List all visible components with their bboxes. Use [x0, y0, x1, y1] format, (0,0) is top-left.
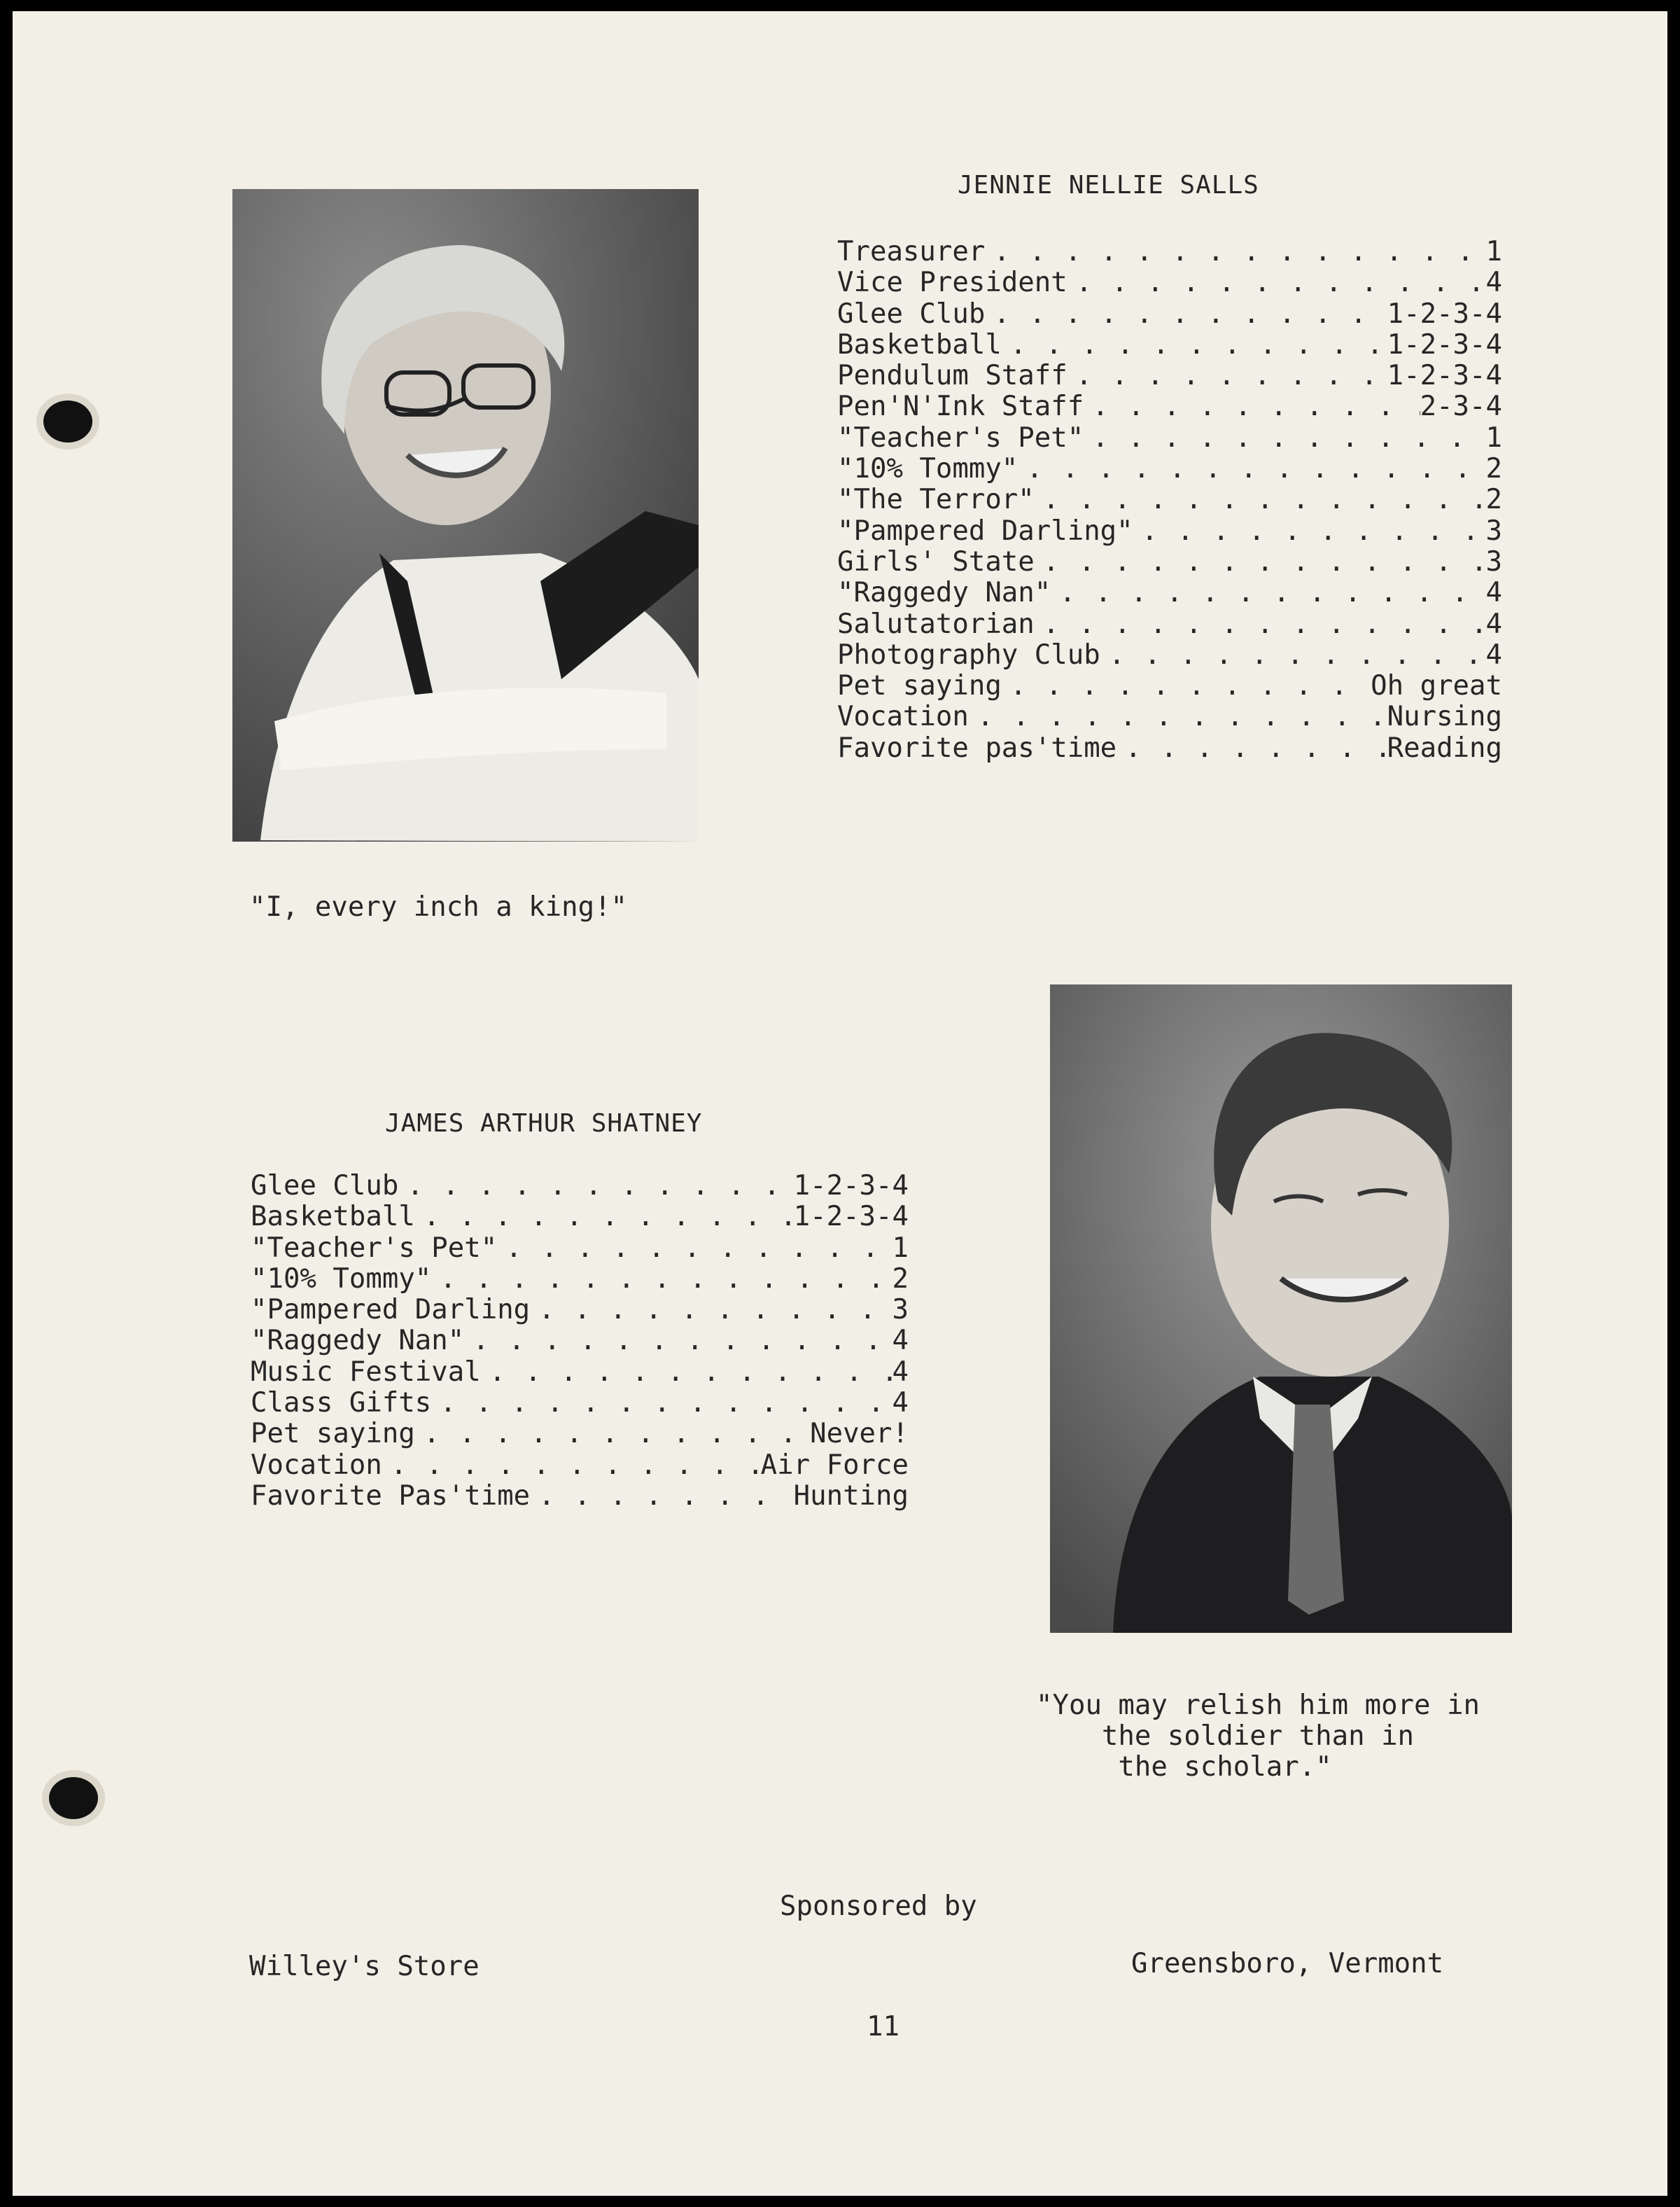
- activity-label: Girls' State: [837, 545, 1035, 578]
- dot-leader: [1084, 391, 1420, 422]
- activity-years: 1: [1485, 422, 1502, 454]
- activity-years: 1: [1485, 236, 1502, 267]
- portrait-photo-girl: [232, 189, 699, 842]
- page-number: 11: [867, 2011, 899, 2042]
- activity-years: Never!: [810, 1418, 909, 1450]
- dot-leader: [1084, 423, 1485, 454]
- activity-list-james: [251, 1171, 909, 1512]
- dot-leader: [1051, 578, 1485, 608]
- activity-years: 4: [1485, 639, 1502, 671]
- activity-years: 3: [1485, 545, 1502, 578]
- dot-leader: [481, 1357, 892, 1388]
- activity-label: Vocation: [837, 701, 969, 733]
- dot-leader: [1002, 671, 1371, 702]
- activity-label: Pet saying: [251, 1418, 415, 1450]
- activity-years: 1: [892, 1232, 909, 1264]
- activity-years: 2: [892, 1262, 909, 1295]
- activity-years: Nursing: [1387, 701, 1502, 733]
- activity-years: 4: [892, 1325, 909, 1357]
- dot-leader: [530, 1295, 892, 1325]
- activity-label: "Pampered Darling: [251, 1294, 531, 1326]
- dot-leader: [1035, 485, 1486, 515]
- jennie-activity-row: [837, 640, 1502, 671]
- james-activity-row: [251, 1264, 909, 1295]
- jennie-activity-row: [837, 671, 1502, 702]
- dot-leader: [497, 1233, 892, 1264]
- dot-leader: [530, 1481, 793, 1512]
- quote-james: "You may relish him more in the soldier than in the scholar.": [1036, 1690, 1480, 1783]
- activity-years: 4: [1485, 608, 1502, 640]
- dot-leader: [464, 1325, 892, 1356]
- student-name-james: JAMES ARTHUR SHATNEY: [385, 1109, 703, 1138]
- dot-leader: [415, 1419, 810, 1449]
- jennie-activity-row: [837, 485, 1502, 515]
- jennie-activity-row: [837, 391, 1502, 422]
- activity-label: "10% Tommy": [251, 1262, 432, 1295]
- portrait-boy-figure: [1050, 984, 1512, 1633]
- jennie-activity-row: [837, 547, 1502, 578]
- jennie-activity-row: [837, 423, 1502, 454]
- activity-label: Favorite pas'time: [837, 732, 1117, 764]
- activity-label: Treasurer: [837, 236, 986, 267]
- dot-leader: [1035, 547, 1486, 578]
- activity-label: Vice President: [837, 267, 1068, 299]
- activity-label: "Teacher's Pet": [837, 422, 1084, 454]
- student-name-jennie: JENNIE NELLIE SALLS: [958, 171, 1259, 200]
- james-activity-row: [251, 1171, 909, 1202]
- activity-years: 4: [892, 1356, 909, 1388]
- dot-leader: [1018, 454, 1485, 485]
- activity-years: 1-2-3-4: [1387, 298, 1502, 330]
- sponsor-location: Greensboro, Vermont: [1131, 1948, 1444, 1979]
- activity-label: Music Festival: [251, 1356, 481, 1388]
- jennie-activity-row: [837, 702, 1502, 732]
- activity-label: Glee Club: [251, 1170, 399, 1202]
- dot-leader: [1068, 267, 1486, 298]
- activity-label: Favorite Pas'time: [251, 1480, 531, 1512]
- jennie-activity-row: [837, 299, 1502, 330]
- dot-leader: [1035, 609, 1486, 640]
- dot-leader: [1116, 733, 1387, 764]
- activity-label: Class Gifts: [251, 1387, 432, 1419]
- activity-years: Oh great: [1371, 670, 1502, 702]
- jennie-activity-row: [837, 237, 1502, 267]
- jennie-activity-row: [837, 516, 1502, 547]
- jennie-activity-row: [837, 330, 1502, 361]
- activity-years: 3: [892, 1294, 909, 1326]
- james-activity-row: [251, 1388, 909, 1419]
- james-activity-row: [251, 1202, 909, 1232]
- activity-years: 1-2-3-4: [793, 1170, 909, 1202]
- dot-leader: [1133, 516, 1486, 547]
- activity-years: 2-3-4: [1420, 391, 1502, 423]
- binder-hole-bottom: [49, 1777, 98, 1819]
- dot-leader: [1002, 330, 1387, 361]
- jennie-activity-row: [837, 267, 1502, 298]
- activity-years: 2: [1485, 453, 1502, 485]
- yearbook-page: [13, 11, 1667, 2196]
- activity-list-jennie: [837, 237, 1502, 764]
- activity-label: Pendulum Staff: [837, 360, 1068, 392]
- activity-label: "Teacher's Pet": [251, 1232, 498, 1264]
- dot-leader: [985, 237, 1485, 267]
- jennie-activity-row: [837, 361, 1502, 391]
- activity-label: Glee Club: [837, 298, 986, 330]
- activity-label: Salutatorian: [837, 608, 1035, 640]
- activity-years: 1-2-3-4: [1387, 328, 1502, 361]
- dot-leader: [969, 702, 1387, 732]
- binder-hole-top: [43, 401, 92, 443]
- activity-years: 4: [1485, 267, 1502, 299]
- quote-jennie: "I, every inch a king!": [249, 891, 628, 923]
- portrait-girl-figure: [232, 189, 699, 842]
- james-activity-row: [251, 1481, 909, 1512]
- jennie-activity-row: [837, 454, 1502, 485]
- activity-years: 3: [1485, 515, 1502, 547]
- activity-label: Pen'N'Ink Staff: [837, 391, 1084, 423]
- jennie-activity-row: [837, 733, 1502, 764]
- dot-leader: [415, 1202, 794, 1232]
- activity-years: 4: [1485, 577, 1502, 609]
- activity-years: Reading: [1387, 732, 1502, 764]
- activity-label: Vocation: [251, 1449, 382, 1481]
- dot-leader: [985, 299, 1387, 330]
- james-activity-row: [251, 1419, 909, 1449]
- dot-leader: [431, 1264, 892, 1295]
- sponsor-store-name: Willey's Store: [249, 1951, 479, 1982]
- activity-years: 2: [1485, 484, 1502, 516]
- james-activity-row: [251, 1295, 909, 1325]
- james-activity-row: [251, 1233, 909, 1264]
- sponsored-by-label: Sponsored by: [780, 1891, 977, 1922]
- activity-label: Pet saying: [837, 670, 1002, 702]
- jennie-activity-row: [837, 578, 1502, 608]
- portrait-photo-boy: [1050, 984, 1512, 1633]
- activity-years: Hunting: [793, 1480, 909, 1512]
- activity-years: 1-2-3-4: [1387, 360, 1502, 392]
- jennie-activity-row: [837, 609, 1502, 640]
- activity-label: "Pampered Darling": [837, 515, 1133, 547]
- dot-leader: [1100, 640, 1486, 671]
- dot-leader: [382, 1450, 761, 1481]
- activity-years: Air Force: [760, 1449, 909, 1481]
- james-activity-row: [251, 1357, 909, 1388]
- activity-label: "10% Tommy": [837, 453, 1018, 485]
- activity-label: Basketball: [251, 1201, 415, 1233]
- activity-years: 4: [892, 1387, 909, 1419]
- dot-leader: [1068, 361, 1387, 391]
- activity-label: "The Terror": [837, 484, 1035, 516]
- activity-label: Photography Club: [837, 639, 1100, 671]
- activity-label: "Raggedy Nan": [251, 1325, 465, 1357]
- james-activity-row: [251, 1450, 909, 1481]
- dot-leader: [398, 1171, 793, 1202]
- activity-label: Basketball: [837, 328, 1002, 361]
- james-activity-row: [251, 1325, 909, 1356]
- dot-leader: [431, 1388, 892, 1419]
- activity-label: "Raggedy Nan": [837, 577, 1051, 609]
- activity-years: 1-2-3-4: [793, 1201, 909, 1233]
